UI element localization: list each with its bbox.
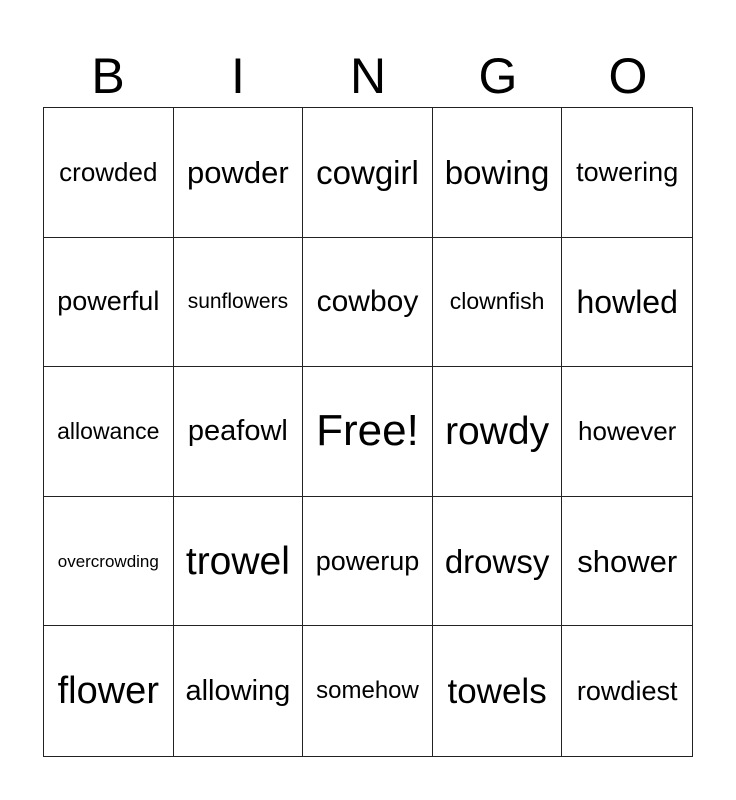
bingo-cell: peafowl bbox=[174, 367, 304, 497]
bingo-cell: powerup bbox=[303, 497, 433, 627]
bingo-cell: allowance bbox=[44, 367, 174, 497]
bingo-cell: cowgirl bbox=[303, 108, 433, 238]
bingo-cell: rowdiest bbox=[576, 675, 678, 706]
bingo-cell: allowing bbox=[174, 626, 304, 756]
bingo-board bbox=[43, 107, 693, 757]
bingo-cell: powerful bbox=[44, 238, 174, 368]
bingo-cell: cowboy bbox=[303, 238, 433, 368]
header-letter-g: G bbox=[478, 48, 518, 104]
header-letter-i: I bbox=[231, 48, 245, 104]
bingo-cell: trowel bbox=[174, 497, 304, 627]
bingo-cell: bowing bbox=[433, 108, 563, 238]
bingo-cell: powder bbox=[174, 108, 304, 238]
bingo-cell: clownfish bbox=[433, 238, 563, 368]
bingo-cell: howled bbox=[562, 238, 692, 368]
bingo-cell: somehow bbox=[303, 626, 433, 756]
bingo-header bbox=[43, 44, 693, 108]
header-letter-n: N bbox=[349, 48, 387, 104]
bingo-cell: however bbox=[562, 367, 692, 497]
bingo-cell: crowded bbox=[44, 108, 174, 238]
bingo-cell: drowsy bbox=[433, 497, 563, 627]
bingo-cell: flower bbox=[44, 626, 174, 756]
bingo-cell: shower bbox=[562, 497, 692, 627]
bingo-cell: towels bbox=[433, 626, 563, 756]
bingo-cell: towering bbox=[562, 108, 692, 238]
header-letter-o: O bbox=[608, 48, 648, 104]
bingo-cell: sunflowers bbox=[174, 238, 304, 368]
bingo-cell: rowdy bbox=[433, 367, 563, 497]
free-space: Free! bbox=[303, 367, 433, 497]
bingo-cell: overcrowding bbox=[44, 497, 174, 627]
header-letter-b: B bbox=[91, 48, 125, 104]
